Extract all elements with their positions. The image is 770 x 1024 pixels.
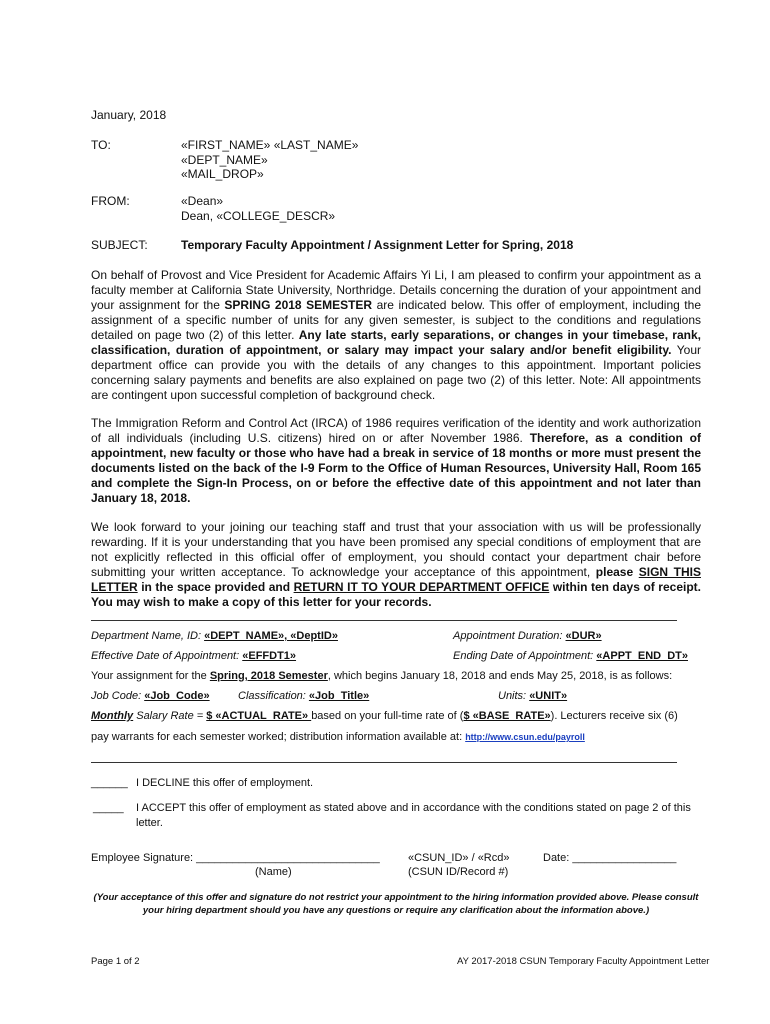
units-label: Units: <box>498 690 530 702</box>
payroll-link[interactable]: http://www.csun.edu/payroll <box>465 732 585 742</box>
p3-return: RETURN IT TO YOUR DEPARTMENT OFFICE <box>293 580 550 594</box>
paragraph-offer <box>91 268 701 403</box>
accept-blank[interactable]: _____ <box>93 802 124 814</box>
salary-row <box>91 710 678 722</box>
p1-text-c: are indicated below. This offer of employment, including the assignment of a specific number of units for any given semester, is subject to the conditions and regulations detailed on page two (2) of this letter. <box>91 298 701 342</box>
name-caption: (Name) <box>255 866 292 878</box>
accept-text: I ACCEPT this offer of employment as stated above and in accordance with the conditions stated on page 2 of this letter. <box>136 802 691 829</box>
to-dept: «DEPT_NAME» <box>181 153 268 167</box>
duration-value: «DUR» <box>565 630 602 642</box>
salary-text-d: based on your full-time rate of ( <box>311 710 464 722</box>
to-mail-drop: «MAIL_DROP» <box>181 167 264 181</box>
p1-text-a: On behalf of Provost and Vice President for Academic Affairs Yi Li, I am pleased to confirm your appointment as a faculty member at California State University, Northridge. Details concerning the duration of your appointment and your assignment for the <box>91 268 701 312</box>
duration-label: Appointment Duration: <box>453 630 566 642</box>
decline-blank[interactable]: ______ <box>91 777 128 789</box>
units-value: «UNIT» <box>529 690 568 702</box>
csun-id-caption: (CSUN ID/Record #) <box>408 866 509 878</box>
assign-semester: Spring, 2018 Semester <box>209 670 328 682</box>
p1-text-e: Your department office can provide you with the details of any changes to this appointment. Important policies concerning salary payments and benefits are also explained on page two (2) of this letter. Note: All appointments are contingent upon successful completion of background check. <box>91 343 701 402</box>
p2-text-a: The Immigration Reform and Control Act (IRCA) of 1986 requires verification of the identity and work authorization of all individuals (including U.S. citizens) hired on or after November 1986. <box>91 416 701 445</box>
assign-text-c: , which begins January 18, 2018 and ends May 25, 2018, is as follows: <box>327 670 673 682</box>
job-value: «Job_Code» <box>144 690 210 702</box>
paragraph-irca <box>91 416 701 506</box>
paragraph-acceptance <box>91 520 701 610</box>
salary-label: Salary Rate = <box>133 710 207 722</box>
dept-value: «DEPT_NAME», «DeptID» <box>204 630 338 642</box>
subject-text: Temporary Faculty Appointment / Assignment Letter for Spring, 2018 <box>181 238 574 252</box>
salary-base-rate: $ «BASE_RATE» <box>463 710 551 722</box>
from-college: Dean, «COLLEGE_DESCR» <box>181 209 336 223</box>
pay-text: pay warrants for each semester worked; distribution information available at: <box>91 731 466 743</box>
divider-bottom <box>91 762 677 763</box>
classification-row <box>238 690 369 702</box>
csun-id-value: «CSUN_ID» / «Rcd» <box>408 852 510 864</box>
ending-value: «APPT_END_DT» <box>596 650 688 662</box>
p3-text-a: We look forward to your joining our teaching staff and trust that your association with us will be professionally rewarding. If it is your understanding that you have been promised any special conditions of employment that are not explicitly reflected in this official offer of employment, you should contact your department chair before submitting your written acceptance. To acknowledge your acceptance of this appointment, <box>91 520 701 579</box>
dept-row <box>91 630 338 642</box>
p1-warning: Any late starts, early separations, or changes in your timebase, rank, classification, duration of appointment, or salary may impact your salary and/or benefit eligibility. <box>91 328 701 357</box>
salary-text-f: ). Lecturers receive six (6) <box>550 710 678 722</box>
job-label: Job Code: <box>91 690 145 702</box>
dept-label: Department Name, ID: <box>91 630 205 642</box>
from-dean: «Dean» <box>181 194 224 208</box>
date-signature-line[interactable]: Date: _________________ <box>543 852 677 864</box>
p3-text-f: within ten days of receipt. You may wish to make a copy of this letter for your records. <box>91 580 701 609</box>
employee-signature-line[interactable]: Employee Signature: ______________________________ <box>91 852 380 864</box>
ending-row <box>453 650 688 662</box>
to-name: «FIRST_NAME» «LAST_NAME» <box>181 138 359 152</box>
class-value: «Job_Title» <box>308 690 370 702</box>
p1-semester: SPRING 2018 SEMESTER <box>224 298 373 312</box>
page-number: Page 1 of 2 <box>91 956 140 967</box>
p2-condition: Therefore, as a condition of appointment, new faculty or those who have had a break in service of 18 months or more must present the documents listed on the back of the I-9 Form to the Office of Human Resources, University Hall, Room 165 and complete the Sign-In Process, on or before the effective date of this appointment and not later than January 18, 2018. <box>91 431 701 505</box>
p3-sign-letter: SIGN THIS LETTER <box>91 565 701 594</box>
p3-please: please <box>595 565 639 579</box>
p3-text-d: in the space provided and <box>137 580 294 594</box>
acceptance-notice: (Your acceptance of this offer and signature do not restrict your appointment to the hiring information provided above. Please consult your hiring department should you have any questions or require any clarification about the information above.) <box>93 892 699 916</box>
salary-actual-rate: $ «ACTUAL_RATE» <box>206 710 312 722</box>
letter-date: January, 2018 <box>91 108 167 122</box>
assignment-row <box>91 670 672 682</box>
to-label: TO: <box>91 138 111 152</box>
duration-row <box>453 630 602 642</box>
footer-title: AY 2017-2018 CSUN Temporary Faculty Appointment Letter <box>457 956 710 967</box>
assign-text-a: Your assignment for the <box>91 670 210 682</box>
ending-label: Ending Date of Appointment: <box>453 650 597 662</box>
decline-text: I DECLINE this offer of employment. <box>136 777 314 789</box>
job-code-row <box>91 690 210 702</box>
from-label: FROM: <box>91 194 130 208</box>
effective-value: «EFFDT1» <box>242 650 297 662</box>
units-row <box>498 690 567 702</box>
effective-row <box>91 650 296 662</box>
class-label: Classification: <box>238 690 309 702</box>
pay-row <box>91 731 585 743</box>
divider-top <box>91 620 677 621</box>
salary-monthly: Monthly <box>91 710 134 722</box>
subject-label: SUBJECT: <box>91 238 148 252</box>
effective-label: Effective Date of Appointment: <box>91 650 243 662</box>
